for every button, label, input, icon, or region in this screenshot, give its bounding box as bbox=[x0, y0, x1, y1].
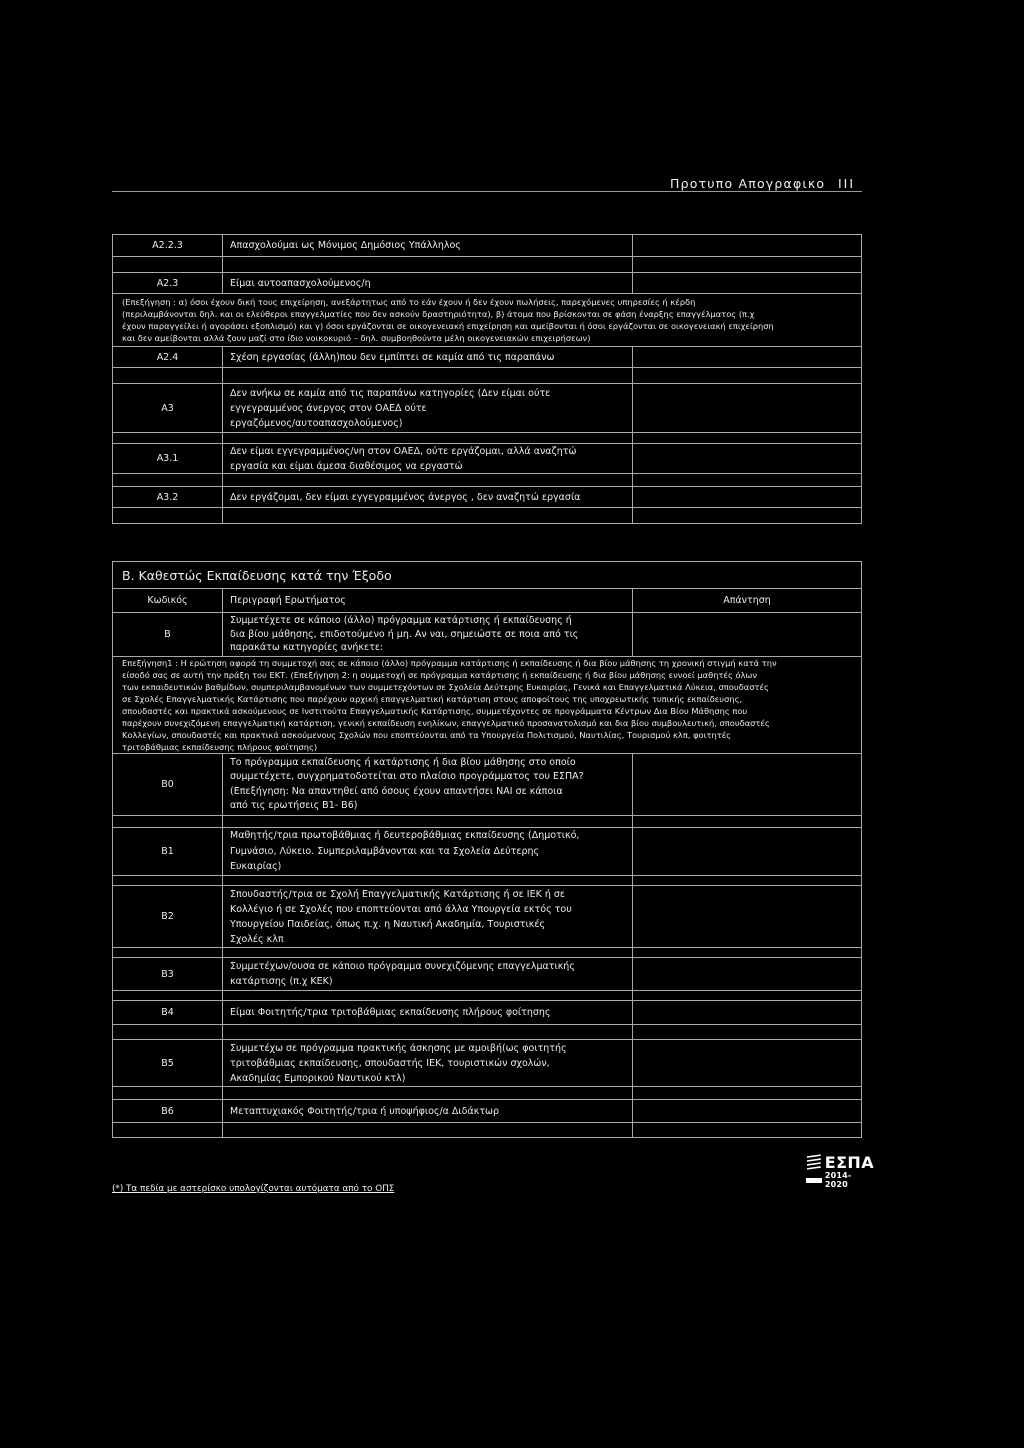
empty-cell bbox=[223, 816, 633, 827]
empty-cell bbox=[633, 1087, 861, 1099]
description-line: Δεν είμαι εγγεγραμμένος/νη στον ΟΑΕΔ, ούτε εργάζομαι, αλλά αναζητώ bbox=[230, 445, 577, 457]
description-line: Συμμετέχων/ουσα σε κάποιο πρόγραμμα συνεχιζόμενης επαγγελματικής bbox=[230, 961, 575, 972]
answer-cell bbox=[633, 384, 861, 432]
description-line: εργασία και είμαι άμεσα διαθέσιμος να εργαστώ bbox=[230, 460, 463, 472]
empty-cell bbox=[223, 948, 633, 957]
description-line: Μαθητής/τρια πρωτοβάθμιας ή δευτεροβάθμιας εκπαίδευσης (Δημοτικό, bbox=[230, 830, 580, 842]
empty-cell bbox=[633, 948, 861, 957]
empty-cell bbox=[223, 1025, 633, 1039]
answer-cell bbox=[633, 958, 861, 990]
description-line: Συμμετέχω σε πρόγραμμα πρακτικής άσκησης με αμοιβή(ως φοιτητής bbox=[230, 1042, 567, 1054]
description-line: Σχέση εργασίας (άλλη)που δεν εμπίπτει σε καμία από τις παραπάνω bbox=[230, 351, 555, 363]
row-description bbox=[223, 613, 633, 656]
row-description bbox=[223, 487, 633, 507]
explanation-line: (Επεξήγηση : α) όσοι έχουν δική τους επιχείρηση, ανεξάρτητως από το εάν έχουν ή δεν έχουν πωλήσεις, παρεχόμενες υπηρεσίες ή κέρδη bbox=[122, 297, 696, 307]
answer-cell bbox=[633, 347, 861, 367]
empty-cell bbox=[633, 257, 861, 272]
explanation-line: σπουδαστές και πρακτικά ασκούμενους σε Ινστιτούτα Επαγγελματικής Κατάρτισης, συμμετέχοντες σε προγράμματα Κέντρων Δια Βίου Μάθησης που bbox=[122, 706, 748, 716]
logo-years: 2014-2020 bbox=[824, 1171, 852, 1189]
table-row-a2-2-3 bbox=[112, 234, 862, 257]
table-row-b3 bbox=[112, 957, 862, 991]
table-row-a3-1 bbox=[112, 443, 862, 474]
explanation-line: (περιλαμβάνονται δηλ. και οι ελεύθεροι επαγγελματίες που δεν ασκούν δραστηριότητα), β) άτομα που βρίσκονται σε φάση έναρξης επαγγέλματος (π.χ bbox=[122, 309, 755, 319]
description-line: Σπουδαστής/τρια σε Σχολή Επαγγελματικής Κατάρτισης ή σε ΙΕΚ ή σε bbox=[230, 888, 566, 900]
explanation-row bbox=[112, 293, 862, 347]
answer-cell bbox=[633, 886, 861, 947]
explanation-line: παρέχουν συνεχιζόμενη επαγγελματική κατάρτιση, γενική εκπαίδευση ενηλίκων, επαγγελματικό προσανατολισμό και δια βίου συμβουλευτική, σπουδαστές bbox=[122, 718, 770, 728]
table-header-row bbox=[112, 588, 862, 613]
explanation-line: και δεν αμείβονται αλλά ζουν μαζί στο ίδιο νοικοκυριό – δηλ. συμβοηθούντα μέλη οικογενειακών επιχειρήσεων) bbox=[122, 333, 591, 343]
empty-cell bbox=[223, 368, 633, 383]
table-row-b5 bbox=[112, 1039, 862, 1087]
description-line: παρακάτω κατηγορίες ανήκετε: bbox=[230, 642, 384, 654]
empty-cell bbox=[223, 1123, 633, 1137]
empty-cell bbox=[113, 948, 223, 957]
row-description bbox=[223, 235, 633, 256]
row-description bbox=[223, 273, 633, 293]
empty-cell bbox=[633, 1123, 861, 1137]
empty-cell bbox=[633, 991, 861, 1000]
row-code: Β5 bbox=[113, 1040, 223, 1086]
row-code: Β1 bbox=[113, 828, 223, 875]
empty-cell bbox=[113, 816, 223, 827]
empty-cell bbox=[633, 368, 861, 383]
section-title: Β. Καθεστώς Εκπαίδευσης κατά την Έξοδο bbox=[122, 567, 392, 583]
section-b-title-row bbox=[112, 561, 862, 589]
table-row-b2 bbox=[112, 885, 862, 948]
row-description bbox=[223, 754, 633, 815]
description-line: Γυμνάσιο, Λύκειο. Συμπεριλαμβάνονται και τα Σχολεία Δεύτερης bbox=[230, 845, 540, 857]
empty-cell bbox=[113, 1087, 223, 1099]
explanation-line: είσοδό σας σε αυτή την πράξη του ΕΚΤ. (Επεξήγηση 2: η συμμετοχή σε πρόγραμμα κατάρτισης ή εκπαίδευσης ή δια βίου μάθησης εννοεί μαθητές όλων bbox=[122, 670, 758, 680]
explanation-line: τριτοβάθμιας εκπαίδευσης πλήρους φοίτησης) bbox=[122, 742, 318, 752]
column-header-code: Κωδικός bbox=[113, 589, 223, 612]
description-line: Είμαι αυτοαπασχολούμενος/η bbox=[230, 277, 371, 289]
empty-cell bbox=[633, 876, 861, 885]
row-code: Β2 bbox=[113, 886, 223, 947]
table-row-b0 bbox=[112, 753, 862, 816]
row-description bbox=[223, 444, 633, 473]
espa-logo bbox=[806, 1152, 874, 1189]
empty-cell bbox=[223, 508, 633, 523]
description-line: Κολλέγιο ή σε Σχολές που εποπτεύονται από άλλα Υπουργεία εκτός του bbox=[230, 903, 572, 915]
row-description bbox=[223, 886, 633, 947]
row-code: Β3 bbox=[113, 958, 223, 990]
row-code: Α3 bbox=[113, 384, 223, 432]
logo-bar bbox=[806, 1178, 822, 1183]
spacer-row bbox=[112, 367, 862, 384]
explanation-line: των εκπαιδευτικών βαθμίδων, συμπεριλαμβανομένων των συμμετεχόντων σε Σχολεία Δεύτερης Ευκαιρίας, Γενικά και Επαγγελματικά Λύκεια, σπουδαστές bbox=[122, 682, 769, 692]
description-line: Το πρόγραμμα εκπαίδευσης ή κατάρτισης ή δια βίου μάθησης στο οποίο bbox=[230, 756, 576, 768]
description-line: Συμμετέχετε σε κάποιο (άλλο) πρόγραμμα κατάρτισης ή εκπαίδευσης ή bbox=[230, 615, 572, 627]
spacer-row bbox=[112, 1122, 862, 1138]
description-line: εργαζόμενος/αυτοαπασχολούμενος) bbox=[230, 417, 403, 429]
answer-cell bbox=[633, 613, 861, 656]
empty-cell bbox=[113, 1123, 223, 1137]
explanation-line: σε Σχολές Επαγγελματικής Κατάρτισης που παρέχουν αρχική επαγγελματική κατάρτιση στους αποφοίτους της υποχρεωτικής τυπικής εκπαίδευσης, bbox=[122, 694, 743, 704]
empty-cell bbox=[633, 508, 861, 523]
row-code: Α2.4 bbox=[113, 347, 223, 367]
explanation-text bbox=[113, 657, 861, 753]
explanation-line: έχουν παραγγείλει ή αγοράσει εξοπλισμό) και γ) όσοι εργάζονται σε οικογενειακή επιχείρηση και αμείβονται ή όσοι εργάζονται σε οικογενειακή επιχείρηση bbox=[122, 321, 774, 331]
description-line: τριτοβάθμιας εκπαίδευσης, σπουδαστής ΙΕΚ, τουριστικών σχολών, bbox=[230, 1057, 550, 1069]
row-description bbox=[223, 958, 633, 990]
header-rule bbox=[112, 191, 862, 192]
document-title: Προτυπο Απογραφικο bbox=[670, 176, 826, 191]
description-line: Ακαδημίας Εμπορικού Ναυτικού κτλ) bbox=[230, 1072, 406, 1084]
row-code: Α3.2 bbox=[113, 487, 223, 507]
page-marker: ΙΙΙ bbox=[838, 176, 856, 191]
empty-cell bbox=[633, 1025, 861, 1039]
answer-cell bbox=[633, 487, 861, 507]
row-description bbox=[223, 347, 633, 367]
spacer-row bbox=[112, 507, 862, 524]
row-description bbox=[223, 384, 633, 432]
description-line: κατάρτισης (π.χ ΚΕΚ) bbox=[230, 976, 333, 987]
description-line: Είμαι Φοιτητής/τρια τριτοβάθμιας εκπαίδευσης πλήρους φοίτησης bbox=[230, 1007, 551, 1018]
logo-name: ΕΣΠΑ bbox=[824, 1152, 874, 1172]
spacer-row bbox=[112, 256, 862, 273]
explanation-line: Κολλεγίων, σπουδαστές και πρακτικά ασκούμενους Σχολών που εποπτεύονται από τα Υπουργεία Πολιτισμού, Ναυτιλίας, Τουρισμού κλπ, φοιτητές bbox=[122, 730, 732, 740]
description-line: Δεν ανήκω σε καμία από τις παραπάνω κατηγορίες (Δεν είμαι ούτε bbox=[230, 387, 551, 399]
row-code: Β6 bbox=[113, 1100, 223, 1122]
table-row-b bbox=[112, 612, 862, 657]
table-row-a3 bbox=[112, 383, 862, 433]
empty-cell bbox=[633, 474, 861, 486]
description-line: (Επεξήγηση: Να απαντηθεί από όσους έχουν απαντήσει ΝΑΙ σε κάποια bbox=[230, 785, 563, 797]
answer-cell bbox=[633, 754, 861, 815]
page-header bbox=[670, 176, 862, 192]
table-row-b6 bbox=[112, 1099, 862, 1123]
empty-cell bbox=[223, 474, 633, 486]
spacer-row bbox=[112, 473, 862, 487]
description-line: Σχολές κλπ bbox=[230, 933, 284, 945]
empty-cell bbox=[633, 433, 861, 443]
empty-cell bbox=[223, 433, 633, 443]
row-code: Α3.1 bbox=[113, 444, 223, 473]
row-code: Β bbox=[113, 613, 223, 656]
explanation-text bbox=[113, 294, 861, 346]
row-description bbox=[223, 828, 633, 875]
table-row-a2-3 bbox=[112, 272, 862, 294]
table-row-a2-4 bbox=[112, 346, 862, 368]
description-line: δια βίου μάθησης, επιδοτούμενο ή μη. Αν ναι, σημειώστε σε ποια από τις bbox=[230, 628, 579, 640]
row-description bbox=[223, 1001, 633, 1024]
empty-cell bbox=[113, 876, 223, 885]
empty-cell bbox=[113, 991, 223, 1000]
description-line: συμμετέχετε, συγχρηματοδοτείται στο πλαίσιο προγράμματος του ΕΣΠΑ? bbox=[230, 771, 584, 782]
row-code: Β4 bbox=[113, 1001, 223, 1024]
row-description bbox=[223, 1100, 633, 1122]
row-code: Β0 bbox=[113, 754, 223, 815]
description-line: από τις ερωτήσεις Β1- Β6) bbox=[230, 800, 358, 811]
explanation-row bbox=[112, 656, 862, 754]
empty-cell bbox=[633, 816, 861, 827]
empty-cell bbox=[223, 991, 633, 1000]
row-description bbox=[223, 1040, 633, 1086]
answer-cell bbox=[633, 1100, 861, 1122]
footer-note: (*) Τα πεδία με αστερίσκο υπολογίζονται αυτόματα από το ΟΠΣ bbox=[112, 1184, 395, 1194]
column-header-description bbox=[223, 589, 633, 612]
empty-cell bbox=[113, 474, 223, 486]
row-code: Α2.2.3 bbox=[113, 235, 223, 256]
description-line: Υπουργείου Παιδείας, όπως π.χ. η Ναυτική Ακαδημία, Τουριστικές bbox=[230, 918, 546, 930]
table-row-a3-2 bbox=[112, 486, 862, 508]
empty-cell bbox=[113, 1025, 223, 1039]
answer-cell bbox=[633, 444, 861, 473]
answer-cell bbox=[633, 828, 861, 875]
row-code: Α2.3 bbox=[113, 273, 223, 293]
empty-cell bbox=[113, 508, 223, 523]
column-header-label: Περιγραφή Ερωτήματος bbox=[230, 595, 346, 606]
answer-cell bbox=[633, 235, 861, 256]
description-line: εγγεγραμμένος άνεργος στον ΟΑΕΔ ούτε bbox=[230, 402, 427, 414]
description-line: Ευκαιρίας) bbox=[230, 861, 282, 873]
empty-cell bbox=[223, 876, 633, 885]
empty-cell bbox=[113, 257, 223, 272]
description-line: Απασχολούμαι ως Μόνιμος Δημόσιος Υπάλληλος bbox=[230, 240, 461, 251]
answer-cell bbox=[633, 1001, 861, 1024]
empty-cell bbox=[113, 433, 223, 443]
description-line: Δεν εργάζομαι, δεν είμαι εγγεγραμμένος άνεργος , δεν αναζητώ εργασία bbox=[230, 491, 581, 503]
espa-flag-icon bbox=[806, 1154, 822, 1170]
table-row-b1 bbox=[112, 827, 862, 876]
table-row-b4 bbox=[112, 1000, 862, 1025]
column-header-answer: Απάντηση bbox=[723, 595, 771, 606]
empty-cell bbox=[223, 257, 633, 272]
empty-cell bbox=[113, 368, 223, 383]
spacer-row bbox=[112, 1024, 862, 1040]
spacer-row bbox=[112, 1086, 862, 1100]
empty-cell bbox=[223, 1087, 633, 1099]
description-line: Μεταπτυχιακός Φοιτητής/τρια ή υποψήφιος/α Διδάκτωρ bbox=[230, 1105, 500, 1117]
answer-cell bbox=[633, 273, 861, 293]
answer-cell bbox=[633, 1040, 861, 1086]
explanation-line: Επεξήγηση1 : Η ερώτηση αφορά τη συμμετοχή σας σε κάποιο (άλλο) πρόγραμμα κατάρτισης ή εκπαίδευσης ή δια βίου μάθησης τη χρονική στιγμή κατά την bbox=[122, 658, 777, 668]
